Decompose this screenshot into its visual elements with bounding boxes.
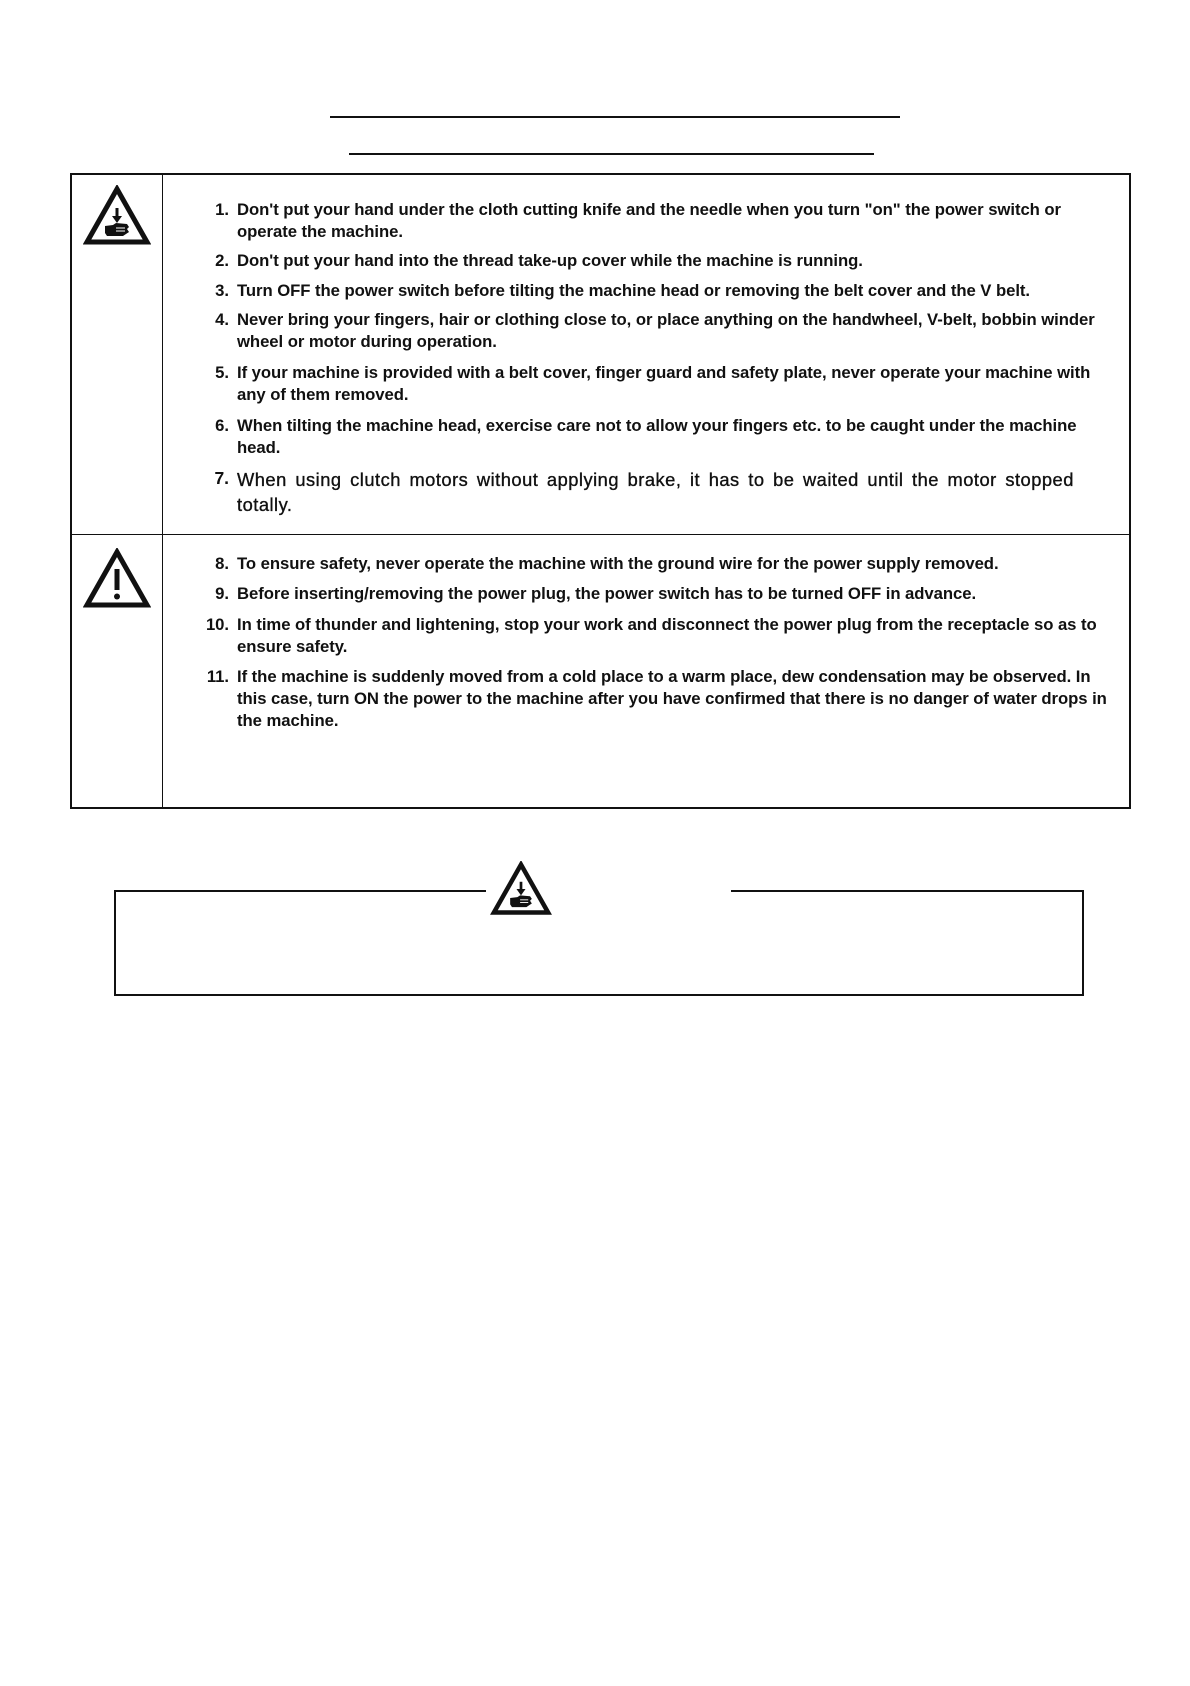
- title-underline-2: [349, 153, 874, 155]
- safety-item: 1. Don't put your hand under the cloth cutting knife and the needle when you turn "on" the power switch or operate the machine.: [215, 200, 1061, 241]
- safety-item: 3. Turn OFF the power switch before tilting the machine head or removing the belt cover and the V belt.: [215, 281, 1031, 300]
- icon-cell: [72, 175, 163, 534]
- safety-item: 6. When tilting the machine head, exercise care not to allow your fingers etc. to be caught under the machine head.: [215, 416, 1077, 457]
- safety-item: 11. If the machine is suddenly moved from a cold place to a warm place, dew condensation may be observed. In this case, turn ON the power to the machine after you have confirmed that there is no danger of water drops in the machine.: [206, 667, 1107, 730]
- caution-exclamation-icon: [83, 548, 151, 610]
- hand-caution-icon: [490, 861, 552, 917]
- icon-cell: [72, 535, 163, 807]
- safety-item: 2. Don't put your hand into the thread take-up cover while the machine is running.: [215, 251, 863, 270]
- safety-item: 4. Never bring your fingers, hair or clothing close to, or place anything on the handwheel, V-belt, bobbin winder wheel or motor during operation.: [215, 310, 1095, 351]
- hand-caution-icon: [83, 185, 151, 247]
- safety-item: 10. In time of thunder and lightening, stop your work and disconnect the power plug from the receptacle so as to ensure safety.: [205, 615, 1097, 656]
- safety-instructions-table: [70, 173, 1131, 809]
- hand-caution-section: [72, 175, 1129, 534]
- hand-caution-items: [163, 175, 1129, 534]
- general-caution-items: [163, 535, 1129, 807]
- note-box: [114, 890, 1084, 996]
- safety-item: 8. To ensure safety, never operate the machine with the ground wire for the power supply removed.: [215, 554, 999, 573]
- safety-item: 7. When using clutch motors without applying brake, it has to be waited until the motor stopped totally.: [214, 468, 1074, 515]
- general-caution-section: [72, 534, 1129, 807]
- title-underline-1: [330, 116, 900, 118]
- safety-item: 5. If your machine is provided with a belt cover, finger guard and safety plate, never operate your machine with any of them removed.: [215, 363, 1091, 404]
- safety-item: 9. Before inserting/removing the power plug, the power switch has to be turned OFF in advance.: [215, 584, 977, 603]
